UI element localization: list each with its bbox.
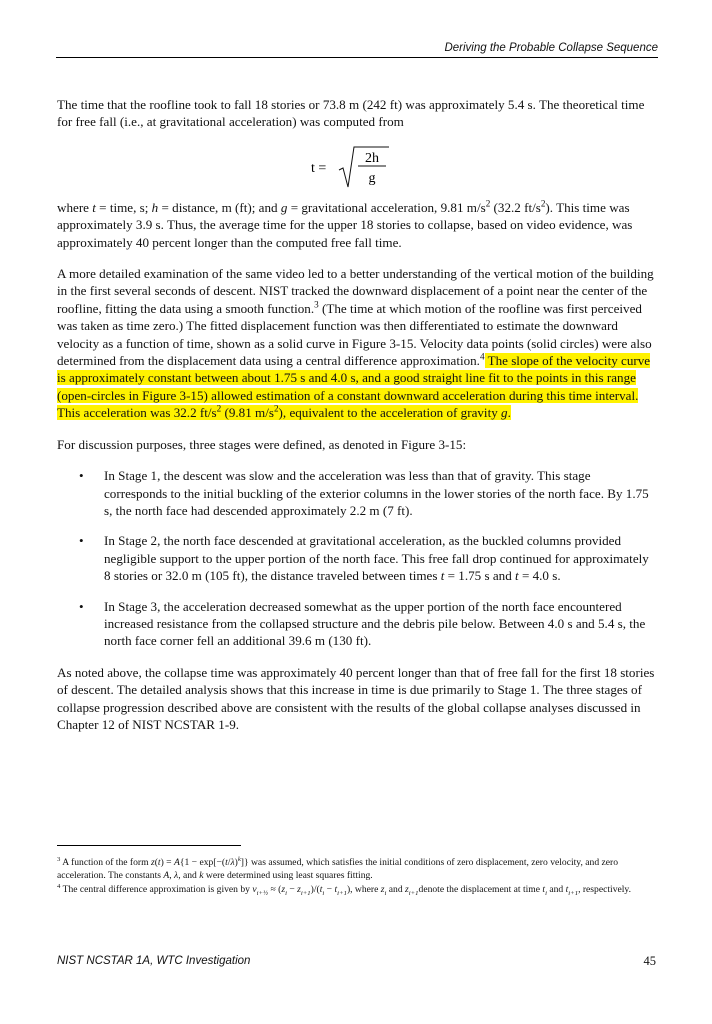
var-g: g: [501, 405, 508, 421]
p3-text: A more detailed examination of the same video led to a better understanding of the vertical motion of the building in the first several seconds of descent. NIST tracked the downward displacement of a point near the center of the roofline, fitting the data using a smooth function.: [57, 266, 654, 316]
footnote-text: was assumed, which satisfies the initial conditions of zero displacement, zero velocity, and zero acceleration. The constants: [57, 857, 619, 881]
formula-part: k: [199, 870, 204, 881]
formula-part: z: [405, 884, 409, 895]
formula-exponent: k: [237, 855, 241, 863]
radical-sign: [339, 147, 389, 187]
var-h: h: [151, 199, 159, 215]
formula-part: {1 − exp[−(: [179, 857, 226, 868]
formula-subscript: i+1: [408, 889, 419, 897]
highlight-text: .: [507, 405, 511, 421]
var-g: g: [280, 199, 288, 215]
p2-text: = distance, m (ft); and: [158, 199, 281, 215]
list-item-text: In Stage 2, the north face descended at gravitational acceleration, as the buckled columns provided negligible support to the upper portion of the north face. This free fall drop continued for approximately 8 stories or 32.0 m (105 ft), the distance traveled between times: [104, 533, 649, 584]
formula-subscript: i+1: [337, 889, 347, 897]
footnote-ref-4: 4: [479, 351, 485, 362]
formula-part: λ: [230, 857, 235, 868]
formula-part: (: [154, 857, 158, 868]
p2-text: = gravitational acceleration, 9.81 m/s: [287, 199, 486, 215]
formula-subscript: i: [384, 889, 387, 897]
footnotes: [57, 856, 657, 897]
footnote-text: denote the displacement at time: [418, 884, 543, 895]
list-item-text: = 1.75 s and: [444, 568, 516, 584]
paragraph-3: [57, 265, 657, 422]
paragraph-5: As noted above, the collapse time was approximately 40 percent longer than that of free fall for the first 18 stories of descent. The detailed analysis shows that this increase in time is due primarily to Stage 1. The three stages of collapse progression described above are consistent with the results of the global collapse analyses discussed in Chapter 12 of NIST NCSTAR 1-9.: [57, 664, 655, 732]
body-text: [57, 96, 657, 747]
formula-part: t: [565, 884, 569, 895]
footnote-3: [57, 856, 657, 882]
p2-text: ). This time was approximately 3.9 s. Thus, the average time for the upper 18 stories to collapse, based on video evidence, was approximately 40 percent longer than the computed free fall time.: [57, 199, 633, 250]
footnote-text: The central difference approximation is given by: [60, 884, 253, 895]
formula-part: ]}: [240, 857, 249, 868]
formula-part: t: [319, 884, 323, 895]
formula-part: ≈ (: [268, 884, 282, 895]
free-fall-equation: [57, 143, 657, 193]
list-item-stage-3: [57, 598, 657, 650]
list-item-text: In Stage 3, the acceleration decreased somewhat as the upper portion of the north face encountered increased resistance from the collapsed structure and the debris pile below. Between 4.0 s and 5.4 s, the north face corner fell an additional 39.6 m (130 ft).: [104, 598, 646, 649]
formula-subscript: i+1: [300, 889, 311, 897]
footnote-number: 4: [57, 882, 61, 890]
footnote-text: , respectively.: [578, 884, 631, 895]
bullet-icon: •: [79, 468, 84, 484]
footnote-text: ,: [169, 870, 175, 881]
formula-subscript: i+½: [256, 889, 269, 897]
paragraph-2: [57, 199, 657, 251]
footnote-text: and: [546, 884, 566, 895]
superscript: 2: [540, 198, 546, 209]
equation-denominator: g: [368, 170, 376, 186]
formula-part: /: [227, 857, 231, 868]
equation-numerator: 2h: [365, 150, 379, 166]
list-item-stage-1: [57, 467, 657, 519]
list-item-stage-2: [57, 532, 657, 584]
formula-part: z: [380, 884, 385, 895]
formula-part: v: [252, 884, 257, 895]
formula-part: A: [163, 870, 170, 881]
paragraph-1: The time that the roofline took to fall 18 stories or 73.8 m (242 ft) was approximately 5.4 s. The theoretical time for free fall (i.e., at gravitational acceleration) was computed from: [57, 97, 645, 130]
bullet-icon: •: [79, 598, 84, 614]
footnote-text: A function of the form: [60, 857, 151, 868]
formula-part: z: [150, 857, 155, 868]
footnote-divider: [57, 845, 241, 846]
formula-part: t: [334, 884, 338, 895]
footnote-number: 3: [57, 855, 61, 863]
footer-publication: NIST NCSTAR 1A, WTC Investigation: [57, 955, 251, 967]
equation-lhs: t =: [311, 160, 327, 176]
formula-subscript: i: [285, 889, 287, 897]
formula-part: z: [297, 884, 301, 895]
formula-part: ) =: [160, 857, 174, 868]
list-item-text: = 4.0 s.: [518, 568, 561, 584]
footnote-ref-3: 3: [314, 299, 319, 310]
running-header: [56, 42, 658, 58]
running-header-title: Deriving the Probable Collapse Sequence: [444, 42, 658, 54]
superscript: 2: [216, 403, 222, 414]
p3-text: (The time at which motion of the roofline was first perceived was taken as time zero.) The fitted displacement function was then differentiated to estimate the downward velocity as a function of time, shown as a solid curve in Figure 3-15. Velocity data points (solid circles) were also determined from the displacement data using a central difference approximation.: [57, 300, 652, 369]
p2-text: = time, s;: [95, 199, 152, 215]
highlight-text: The slope of the velocity curve is approximately constant between about 1.75 s and 4.0 s, and a good straight line fit to the points in this range (open-circles in Figure 3-15) allowed estimation of a constant downward acceleration during this time interval. This acceleration was 32.2 ft/s: [57, 353, 651, 421]
footnote-text: , and: [178, 870, 200, 881]
p2-text: where: [57, 199, 93, 215]
formula-subscript: i+1: [568, 889, 579, 897]
formula-part: z: [281, 884, 286, 895]
equation-svg: [297, 143, 417, 193]
p2-text: (32.2 ft/s: [490, 199, 541, 215]
footnote-text: were determined using least squares fitting.: [203, 870, 373, 881]
formula-part: A: [173, 857, 180, 868]
formula-part: t: [225, 857, 228, 868]
footnote-4: [57, 883, 657, 896]
paragraph-4: For discussion purposes, three stages were defined, as denoted in Figure 3-15:: [57, 436, 467, 452]
var-t: t: [440, 568, 445, 584]
formula-part: λ: [174, 870, 179, 881]
stage-list: [57, 467, 657, 650]
superscript: 2: [485, 198, 491, 209]
list-item-text: In Stage 1, the descent was slow and the acceleration was less than that of gravity. This stage corresponds to the initial buckling of the exterior columns in the lower stories of the north face. By 1.75 s, the north face had descended approximately 2.2 m (7 ft).: [104, 468, 649, 518]
formula-subscript: i: [322, 889, 325, 897]
formula-part: t: [542, 884, 546, 895]
footnote-text: and: [386, 884, 406, 895]
superscript: 2: [273, 403, 279, 414]
footnote-text: ), where: [346, 884, 381, 895]
formula-part: t: [157, 857, 161, 868]
bullet-icon: •: [79, 533, 84, 549]
formula-part: −: [324, 884, 335, 895]
highlight-text: (9.81 m/s: [221, 405, 274, 421]
var-t: t: [515, 568, 519, 584]
var-t: t: [92, 199, 96, 215]
page-number: 45: [643, 954, 656, 968]
formula-part: −: [286, 884, 298, 895]
formula-subscript: i: [545, 889, 547, 897]
highlight-text: ), equivalent to the acceleration of gravity: [278, 405, 502, 421]
formula-part: )/(: [310, 884, 320, 895]
formula-part: ): [234, 857, 238, 868]
